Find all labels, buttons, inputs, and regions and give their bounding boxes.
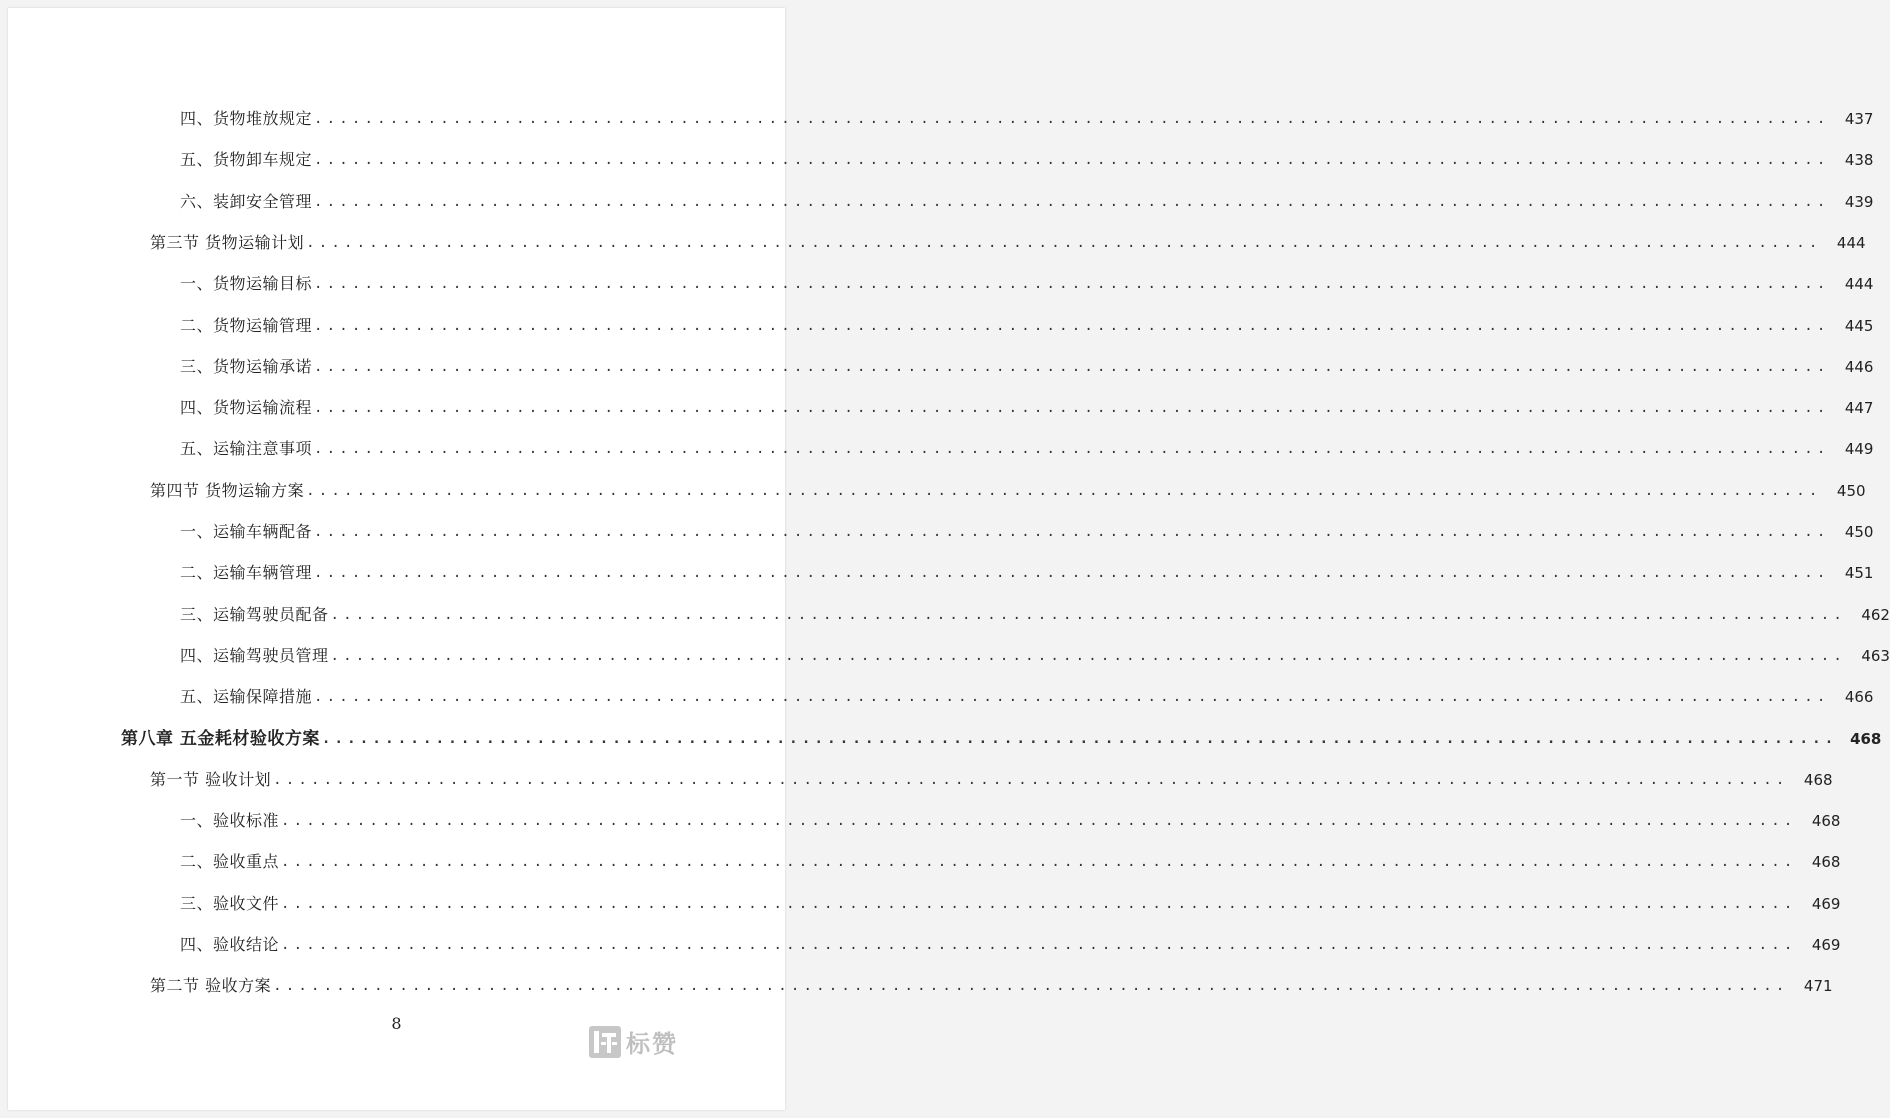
toc-entry-page: 437 [1844, 110, 1874, 128]
dot-leader: ........................................................................................................................ [314, 111, 1830, 127]
dot-leader: ........................................................................................................................ [314, 441, 1830, 457]
toc-entry[interactable] [180, 272, 1874, 296]
dot-leader: ........................................................................................................................ [314, 359, 1830, 375]
toc-entry-page: 444 [1836, 234, 1866, 252]
toc-entry[interactable] [180, 107, 1874, 131]
toc-entry[interactable] [180, 190, 1874, 214]
toc-entry-page: 451 [1844, 564, 1874, 582]
toc-entry-page: 446 [1844, 358, 1874, 376]
toc-entry-label: 一、验收标准 [180, 811, 280, 830]
toc-entry[interactable] [180, 892, 1841, 916]
toc-entry-page: 468 [1811, 853, 1841, 871]
toc-entry-label: 六、装卸安全管理 [180, 192, 313, 211]
toc-entry[interactable] [180, 520, 1874, 544]
toc-entry-page: 447 [1844, 399, 1874, 417]
toc-entry-page: 450 [1836, 482, 1866, 500]
dot-leader: ........................................................................................................................ [314, 152, 1830, 168]
toc-entry[interactable] [180, 437, 1874, 461]
toc-entry-label: 第二节 验收方案 [150, 976, 272, 995]
toc-entry[interactable] [180, 809, 1841, 833]
toc-entry[interactable] [180, 644, 1890, 668]
toc-entry-label: 第四节 货物运输方案 [150, 481, 305, 500]
dot-leader: ........................................................................................................................ [273, 978, 1789, 994]
dot-leader: ........................................................................................................................ [321, 731, 1838, 747]
dot-leader: ........................................................................................................................ [314, 524, 1830, 540]
toc-entry-page: 449 [1844, 440, 1874, 458]
toc-entry-label: 五、运输注意事项 [180, 439, 313, 458]
dot-leader: ........................................................................................................................ [281, 937, 1797, 953]
dot-leader: ........................................................................................................................ [273, 772, 1789, 788]
toc-entry-page: 444 [1844, 275, 1874, 293]
toc-entry[interactable] [150, 479, 1866, 503]
toc-entry[interactable] [180, 561, 1874, 585]
toc-entry-page: 462 [1861, 606, 1890, 624]
toc-entry[interactable] [150, 231, 1866, 255]
toc-entry-label: 第八章 五金耗材验收方案 [121, 729, 320, 749]
page-number: 8 [391, 1014, 402, 1033]
watermark [588, 1024, 678, 1059]
toc-entry-page: 439 [1844, 193, 1874, 211]
toc-entry[interactable] [180, 603, 1890, 627]
toc-entry[interactable] [180, 933, 1841, 957]
dot-leader: ........................................................................................................................ [314, 194, 1830, 210]
dot-leader: ........................................................................................................................ [306, 483, 1822, 499]
toc-entry-label: 五、运输保障措施 [180, 687, 313, 706]
watermark-text: 标赞 [626, 1030, 678, 1058]
dot-leader: ........................................................................................................................ [281, 854, 1797, 870]
toc-entry[interactable] [180, 314, 1874, 338]
toc-entry-label: 四、验收结论 [180, 935, 280, 954]
toc-entry-label: 一、运输车辆配备 [180, 522, 313, 541]
logo-mark-icon [588, 1025, 622, 1059]
document-page [8, 8, 1890, 1110]
toc-entry-page: 450 [1844, 523, 1874, 541]
toc-entry[interactable] [180, 355, 1874, 379]
toc-entry-page: 466 [1844, 688, 1874, 706]
toc-entry-label: 四、货物堆放规定 [180, 109, 313, 128]
toc-entry-page: 463 [1861, 647, 1890, 665]
toc-entry-label: 三、货物运输承诺 [180, 357, 313, 376]
toc-entry-page: 468 [1850, 730, 1882, 748]
toc-entry-label: 二、货物运输管理 [180, 316, 313, 335]
toc-entry-label: 三、验收文件 [180, 894, 280, 913]
toc-entry[interactable] [180, 148, 1874, 172]
toc-entry-label: 三、运输驾驶员配备 [180, 605, 329, 624]
toc-entry-page: 471 [1803, 977, 1833, 995]
toc-entry[interactable] [180, 850, 1841, 874]
toc-entry-label: 四、运输驾驶员管理 [180, 646, 329, 665]
dot-leader: ........................................................................................................................ [314, 318, 1830, 334]
toc-entry-page: 468 [1811, 812, 1841, 830]
dot-leader: ........................................................................................................................ [330, 648, 1846, 664]
toc-entry-page: 468 [1803, 771, 1833, 789]
dot-leader: ........................................................................................................................ [314, 400, 1830, 416]
toc-entry-label: 二、运输车辆管理 [180, 563, 313, 582]
toc-entry-label: 四、货物运输流程 [180, 398, 313, 417]
table-of-contents [8, 8, 1890, 1110]
toc-entry[interactable] [150, 768, 1833, 792]
toc-entry[interactable] [180, 685, 1874, 709]
toc-entry[interactable] [180, 396, 1874, 420]
toc-entry[interactable] [150, 974, 1833, 998]
toc-entry-page: 438 [1844, 151, 1874, 169]
dot-leader: ........................................................................................................................ [314, 565, 1830, 581]
dot-leader: ........................................................................................................................ [281, 813, 1797, 829]
dot-leader: ........................................................................................................................ [314, 276, 1830, 292]
toc-entry-page: 469 [1811, 936, 1841, 954]
dot-leader: ........................................................................................................................ [314, 689, 1830, 705]
dot-leader: ........................................................................................................................ [330, 607, 1846, 623]
toc-entry[interactable] [121, 727, 1882, 751]
toc-entry-page: 469 [1811, 895, 1841, 913]
toc-entry-label: 五、货物卸车规定 [180, 150, 313, 169]
toc-entry-label: 第一节 验收计划 [150, 770, 272, 789]
toc-entry-label: 二、验收重点 [180, 852, 280, 871]
toc-entry-label: 第三节 货物运输计划 [150, 233, 305, 252]
toc-entry-page: 445 [1844, 317, 1874, 335]
toc-entry-label: 一、货物运输目标 [180, 274, 313, 293]
dot-leader: ........................................................................................................................ [306, 235, 1822, 251]
dot-leader: ........................................................................................................................ [281, 896, 1797, 912]
